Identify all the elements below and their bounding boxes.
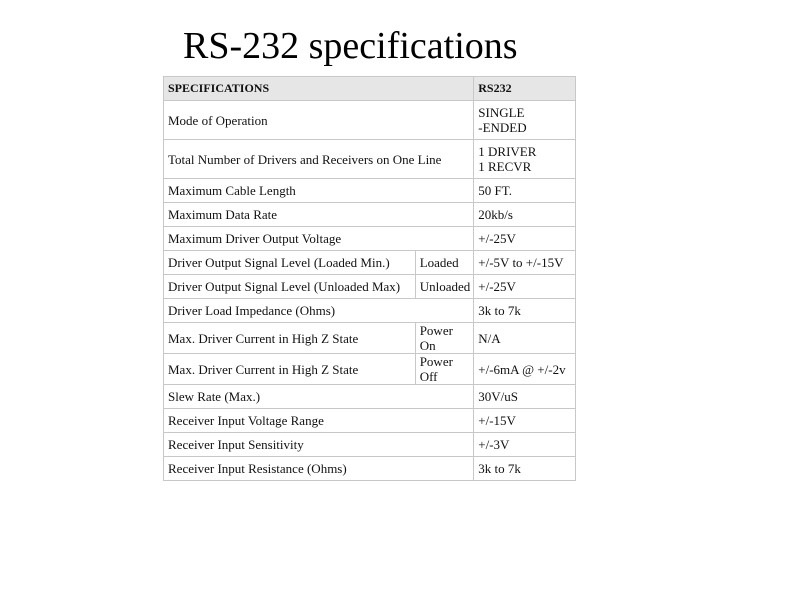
specifications-table: [163, 76, 576, 481]
spec-label: Slew Rate (Max.): [164, 385, 474, 409]
header-specifications: SPECIFICATIONS: [164, 77, 474, 101]
spec-condition: Loaded: [415, 251, 474, 275]
spec-value: SINGLE -ENDED: [474, 101, 576, 140]
table-row: [164, 203, 576, 227]
table-row: [164, 457, 576, 481]
table-row: [164, 101, 576, 140]
spec-value: 3k to 7k: [474, 299, 576, 323]
spec-label: Max. Driver Current in High Z State: [164, 354, 416, 385]
spec-value: 20kb/s: [474, 203, 576, 227]
spec-condition: Unloaded: [415, 275, 474, 299]
spec-label: Receiver Input Sensitivity: [164, 433, 474, 457]
table-row: [164, 275, 576, 299]
table-row: [164, 385, 576, 409]
spec-value: N/A: [474, 323, 576, 354]
table-row: [164, 227, 576, 251]
table-row: [164, 323, 576, 354]
table-row: [164, 433, 576, 457]
spec-value: 30V/uS: [474, 385, 576, 409]
table-header-row: [164, 77, 576, 101]
spec-label: Total Number of Drivers and Receivers on One Line: [164, 140, 474, 179]
spec-value: +/-5V to +/-15V: [474, 251, 576, 275]
table-row: [164, 251, 576, 275]
spec-label: Receiver Input Resistance (Ohms): [164, 457, 474, 481]
table-row: [164, 299, 576, 323]
table-row: [164, 140, 576, 179]
spec-value: 1 DRIVER 1 RECVR: [474, 140, 576, 179]
spec-label: Mode of Operation: [164, 101, 474, 140]
spec-value: +/-25V: [474, 227, 576, 251]
spec-label: Maximum Cable Length: [164, 179, 474, 203]
slide-title: RS-232 specifications: [183, 25, 518, 67]
spec-label: Max. Driver Current in High Z State: [164, 323, 416, 354]
table-row: [164, 354, 576, 385]
header-rs232: RS232: [474, 77, 576, 101]
spec-condition: Power Off: [415, 354, 474, 385]
spec-value: +/-3V: [474, 433, 576, 457]
spec-value: 50 FT.: [474, 179, 576, 203]
spec-value: +/-25V: [474, 275, 576, 299]
spec-value: +/-15V: [474, 409, 576, 433]
spec-label: Maximum Driver Output Voltage: [164, 227, 474, 251]
spec-label: Driver Output Signal Level (Unloaded Max): [164, 275, 416, 299]
table-row: [164, 179, 576, 203]
spec-label: Maximum Data Rate: [164, 203, 474, 227]
spec-value: 3k to 7k: [474, 457, 576, 481]
spec-label: Driver Load Impedance (Ohms): [164, 299, 474, 323]
spec-label: Receiver Input Voltage Range: [164, 409, 474, 433]
table-row: [164, 409, 576, 433]
spec-condition: Power On: [415, 323, 474, 354]
spec-value: +/-6mA @ +/-2v: [474, 354, 576, 385]
spec-label: Driver Output Signal Level (Loaded Min.): [164, 251, 416, 275]
